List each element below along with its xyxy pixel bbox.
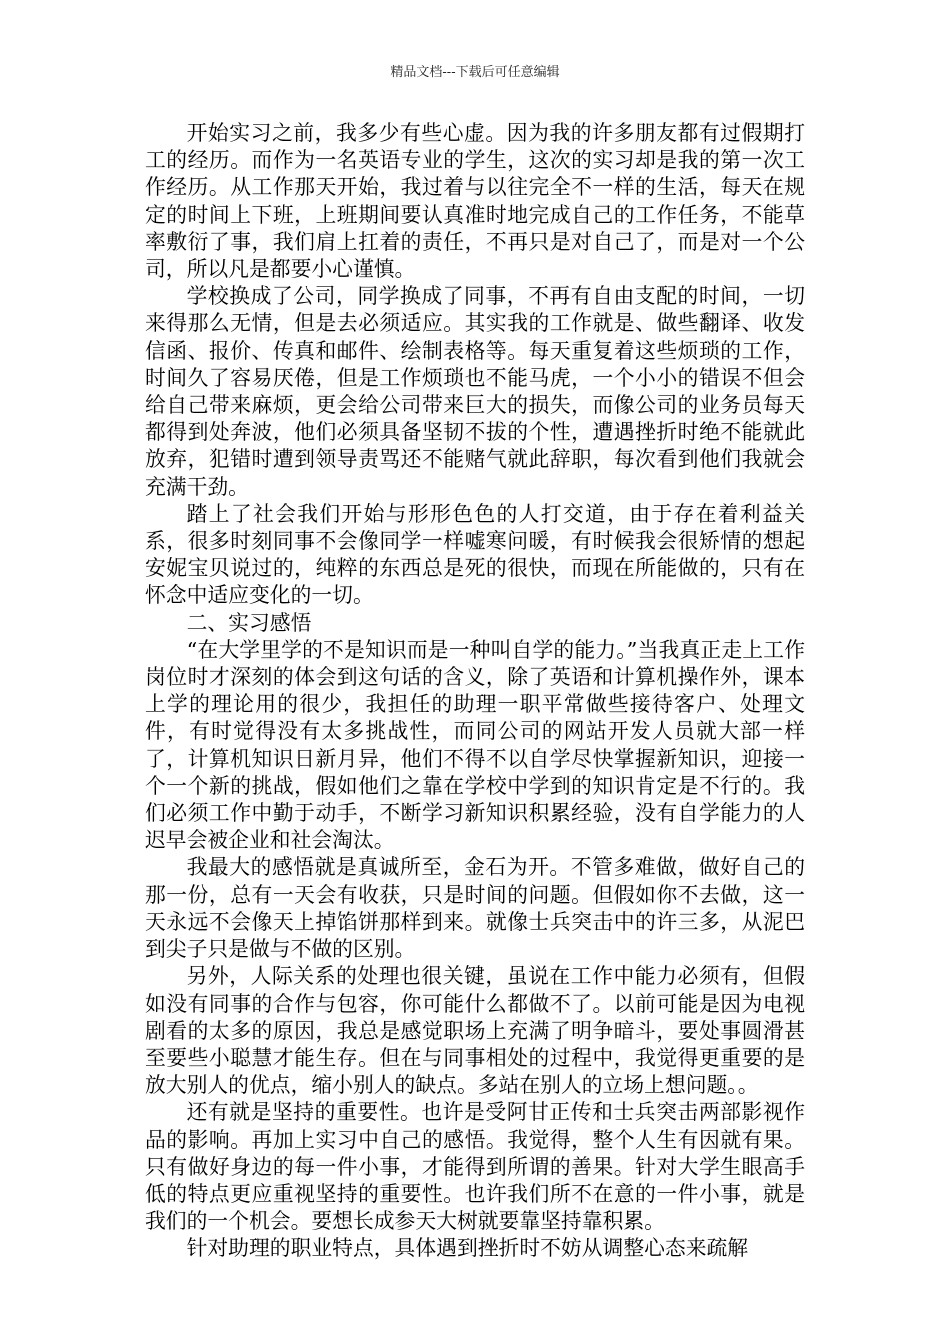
section-heading: 二、实习感悟 — [186, 610, 312, 635]
paragraph-5: 我最大的感悟就是真诚所至，金石为开。不管多难做，做好自己的那一份，总有一天会有收获，只是时间的问题。但假如你不去做，这一天永远不会像天上掉馅饼那样到来。就像士兵突击中的许三多，从泥巴到尖子只是做与不做的区别。 — [145, 855, 805, 962]
paragraph-2: 学校换成了公司，同学换成了同事，不再有自由支配的时间，一切来得那么无情，但是去必须适应。其实我的工作就是、做些翻译、收发信函、报价、传真和邮件、绘制表格等。每天重复着这些烦琐的工作，时间久了容易厌倦，但是工作烦琐也不能马虎，一个小小的错误不但会给自己带来麻烦，更会给公司带来巨大的损失，而像公司的业务员每天都得到处奔波，他们必须具备坚韧不拔的个性，遭遇挫折时绝不能就此放弃，犯错时遭到领导责骂还不能赌气就此辞职，每次看到他们我就会充满干劲。 — [145, 284, 805, 499]
paragraph-3: 踏上了社会我们开始与形形色色的人打交道，由于存在着利益关系，很多时刻同事不会像同学一样嘘寒问暖，有时候我会很矫情的想起安妮宝贝说过的，纯粹的东西总是死的很快，而现在所能做的，只有在怀念中适应变化的一切。 — [145, 501, 805, 608]
paragraph-1: 开始实习之前，我多少有些心虚。因为我的许多朋友都有过假期打工的经历。而作为一名英语专业的学生，这次的实习却是我的第一次工作经历。从工作那天开始，我过着与以往完全不一样的生活，每天在规定的时间上下班，上班期间要认真准时地完成自己的工作任务，不能草率敷衍了事，我们肩上扛着的责任，不再只是对自己了，而是对一个公司，所以凡是都要小心谨慎。 — [145, 121, 805, 282]
paragraph-8: 针对助理的职业特点，具体遇到挫折时不妨从调整心态来疏解 — [186, 1236, 749, 1261]
paragraph-4: “在大学里学的不是知识而是一种叫自学的能力。”当我真正走上工作岗位时才深刻的体会到这句话的含义，除了英语和计算机操作外，课本上学的理论用的很少，我担任的助理一职平常做些接待客户、处理文件，有时觉得没有太多挑战性，而同公司的网站开发人员就大部一样了，计算机知识日新月异，他们不得不以自学尽快掌握新知识，迎接一个一个新的挑战，假如他们之靠在学校中学到的知识肯定是不行的。我们必须工作中勤于动手，不断学习新知识积累经验，没有自学能力的人迟早会被企业和社会淘汰。 — [145, 637, 805, 853]
document-body — [145, 120, 805, 1263]
page-header: 精品文档---下载后可任意编辑 — [390, 65, 560, 80]
paragraph-7: 还有就是坚持的重要性。也许是受阿甘正传和士兵突击两部影视作品的影响。再加上实习中自己的感悟。我觉得，整个人生有因就有果。只有做好身边的每一件小事，才能得到所谓的善果。针对大学生眼高手低的特点更应重视坚持的重要性。也许我们所不在意的一件小事，就是我们的一个机会。要想长成参天大树就要靠坚持靠积累。 — [145, 1100, 805, 1234]
paragraph-6: 另外，人际关系的处理也很关键，虽说在工作中能力必须有，但假如没有同事的合作与包容，你可能什么都做不了。以前可能是因为电视剧看的太多的原因，我总是感觉职场上充满了明争暗斗，要处事圆滑甚至要些小聪慧才能生存。但在与同事相处的过程中，我觉得更重要的是放大别人的优点，缩小别人的缺点。多站在别人的立场上想问题。。 — [145, 964, 805, 1098]
